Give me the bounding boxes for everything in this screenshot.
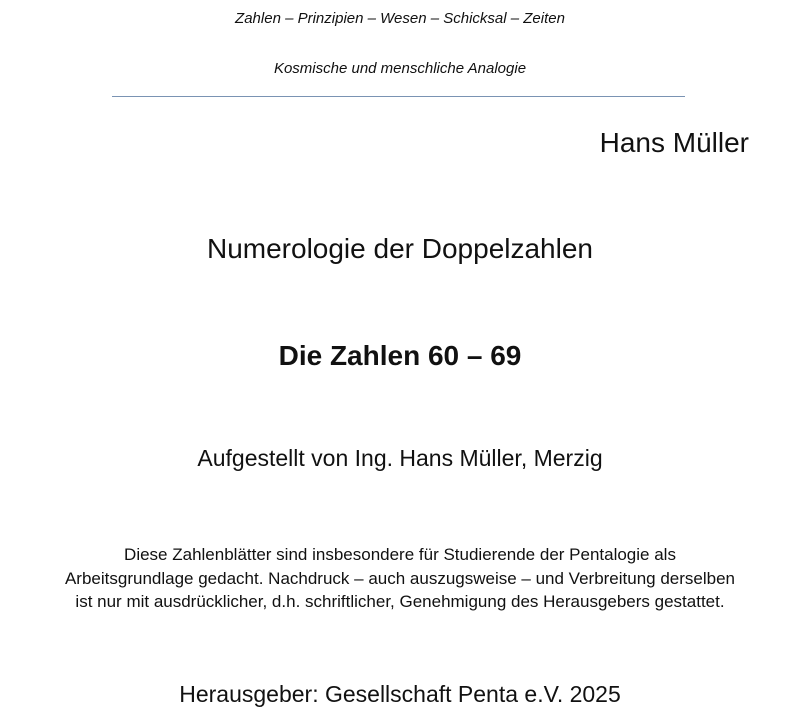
notice-line: Arbeitsgrundlage gedacht. Nachdruck – auch auszugsweise – und Verbreitung derselben bbox=[64, 568, 736, 588]
header-topics: Zahlen – Prinzipien – Wesen – Schicksal – Zeiten bbox=[235, 10, 565, 27]
notice-line: ist nur mit ausdrücklicher, d.h. schriftlicher, Genehmigung des Herausgebers gestattet. bbox=[75, 592, 725, 611]
header-subheading: Kosmische und menschliche Analogie bbox=[273, 60, 527, 77]
compiled-by-line: Aufgestellt von Ing. Hans Müller, Merzig bbox=[197, 445, 603, 471]
header-divider bbox=[112, 96, 685, 97]
notice-line: Diese Zahlenblätter sind insbesondere für Studierende der Pentalogie als bbox=[124, 545, 676, 564]
copyright-notice bbox=[40, 543, 760, 614]
document-subtitle: Numerologie der Doppelzahlen bbox=[206, 233, 593, 264]
document-title: Die Zahlen 60 – 69 bbox=[278, 340, 522, 371]
author-name: Hans Müller bbox=[599, 127, 749, 158]
publisher-line: Herausgeber: Gesellschaft Penta e.V. 2025 bbox=[179, 681, 621, 707]
